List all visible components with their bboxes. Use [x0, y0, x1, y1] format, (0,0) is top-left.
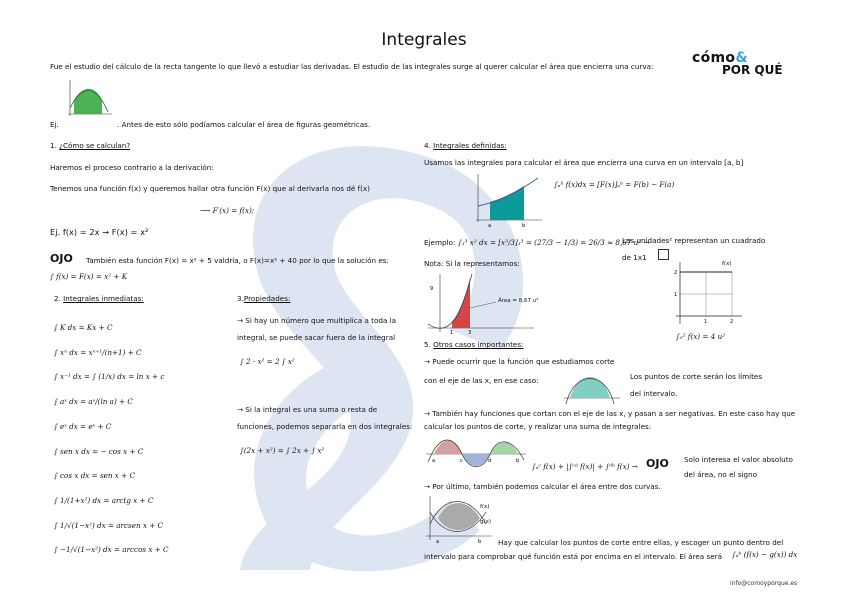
- formula-item: ∫ sen x dx = − cos x + C: [54, 446, 144, 456]
- section1-heading: [50, 141, 130, 150]
- parabola-chart: [562, 364, 622, 404]
- section2-title: Integrales inmediatas:: [63, 294, 144, 303]
- section4-heading: [424, 141, 507, 150]
- section1-title: ¿Cómo se calculan?: [59, 141, 131, 150]
- formula-item: ∫ 1/√(1−x²) dx = arcsen x + C: [54, 520, 164, 530]
- section3-heading: [237, 294, 290, 303]
- ej-text: . Antes de esto sólo podíamos calcular el área de figuras geométricas.: [117, 120, 371, 129]
- svg-text:b: b: [478, 539, 482, 544]
- section3-p2a: → Si la integral es una suma o resta de: [237, 405, 378, 414]
- section1-p3: ⟶ F′(x) = f(x);: [200, 206, 255, 215]
- area-label: Área = 8,67 u²: [498, 298, 539, 304]
- formula-item: ∫ aˣ dx = aˣ/(ln a) + C: [54, 397, 133, 407]
- section4-title: Integrales definidas:: [433, 141, 507, 150]
- section4-formula: ∫ₐᵇ f(x)dx = [F(x)]ₐᵇ = F(b) − F(a): [554, 180, 675, 189]
- section1-p1: Haremos el proceso contrario a la derivación:: [50, 163, 214, 172]
- svg-text:2: 2: [730, 319, 734, 325]
- logo-line2: POR QUÉ: [722, 63, 783, 77]
- page-title: Integrales: [381, 30, 467, 50]
- fx-label: f(x): [480, 504, 490, 510]
- footer-email: info@comoyporque.es: [730, 580, 798, 587]
- formula-list: [54, 316, 169, 563]
- section1-p6: ∫ f(x) = F(x) = x² + K: [50, 272, 128, 281]
- section5-p4b: intervalo para comprobar qué función está por encima en el intervalo. El área será: [424, 552, 723, 561]
- svg-text:1: 1: [674, 292, 678, 298]
- tick-x3: 3: [468, 330, 472, 336]
- section5-f4: ∫ₐᵇ (f(x) − g(x)) dx: [732, 550, 798, 559]
- section5-heading: [424, 340, 523, 349]
- gx-label: g(x): [480, 519, 492, 525]
- svg-text:1: 1: [704, 319, 708, 325]
- section5-number: 5.: [424, 340, 431, 349]
- definite-integral-chart: [472, 172, 544, 228]
- section5-p1a: → Puede ocurrir que la función que estudiamos corte: [424, 357, 615, 366]
- ejemplo-formula: ∫₁³ x² dx = [x³/3]₁³ = (27/3 − 1/3) = 26/3 ≈ 8,67 u² →: [458, 238, 650, 247]
- intro-area-chart: [62, 78, 114, 120]
- section3-p2b: funciones, podemos separarla en dos integrales:: [237, 422, 413, 431]
- nota-text: Nota: Si la representamos:: [424, 259, 520, 268]
- svg-text:b: b: [516, 458, 520, 464]
- section5-p3: → Por último, también podemos calcular el área entre dos curvas.: [424, 482, 661, 491]
- section5-p1c: Los puntos de corte serán los límites: [630, 372, 763, 381]
- example-area-chart: [424, 272, 539, 336]
- section1-number: 1.: [50, 141, 57, 150]
- small-integral-formula: ∫₀² f(x) = 4 u²: [676, 332, 726, 341]
- section5-p2c: Solo interesa el valor absoluto: [684, 455, 793, 464]
- unidades-line1: Las unidades² representan un cuadrado: [622, 236, 766, 245]
- section3-number: 3.: [237, 294, 244, 303]
- unidades-line2: de 1x1: [622, 253, 647, 262]
- ejemplo-label: Ejemplo:: [424, 238, 456, 247]
- logo-swirl-icon: &: [735, 50, 748, 66]
- sign-change-chart: [424, 432, 528, 472]
- formula-item: ∫ −1/√(1−x²) dx = arccos x + C: [54, 545, 169, 555]
- unit-grid-chart: [672, 258, 744, 328]
- formula-item: ∫ cos x dx = sen x + C: [54, 471, 135, 481]
- ojo-label-1: OJO: [50, 252, 73, 265]
- section5-f2: ∫ₐᶜ f(x) + |∫ᶜᵈ f(x)| + ∫ᵈᵇ f(x) →: [532, 462, 638, 471]
- formula-item: ∫ eˣ dx = eˣ + C: [54, 421, 112, 431]
- section3-f2: ∫(2x + x²) = ∫ 2x + ∫ x²: [240, 446, 325, 455]
- svg-text:a: a: [436, 539, 440, 544]
- formula-item: ∫ K dx = Kx + C: [54, 323, 113, 332]
- section5-p2a: → También hay funciones que cortan con el eje de las x, y pasan a ser negativas. En este caso hay que: [424, 409, 796, 418]
- svg-text:a: a: [432, 458, 436, 464]
- section2-heading: [54, 294, 144, 303]
- tick-b: b: [522, 223, 526, 228]
- section1-p2: Tenemos una función f(x) y queremos hallar otra función F(x) que al derivarla nos dé f(x): [50, 184, 370, 193]
- section3-p1b: integral, se puede sacar fuera de la integral: [237, 333, 396, 342]
- svg-text:c: c: [460, 458, 463, 464]
- section3-p1a: → Si hay un número que multiplica a toda la: [237, 316, 397, 325]
- ojo-label-2: OJO: [646, 457, 669, 470]
- section5-p2d: del área, no el signo: [684, 470, 758, 479]
- formula-item: ∫ xⁿ dx = xⁿ⁺¹/(n+1) + C: [54, 347, 142, 357]
- svg-text:2: 2: [674, 270, 678, 276]
- unit-square: [658, 249, 669, 260]
- logo-line1: cómo: [692, 50, 736, 66]
- formula-item: ∫ 1/(1+x²) dx = arctg x + C: [54, 495, 154, 505]
- section1-p5: También esta función F(x) = x² + 5 valdría, o F(x)=x² + 40 por lo que la solución es:: [86, 256, 389, 265]
- section3-title: Propiedades:: [243, 294, 291, 303]
- intro-text: Fue el estudio del cálculo de la recta tangente lo que llevó a estudiar las derivadas. El estudio de las integrales surge al querer calcular el área que encierra una curva:: [50, 62, 654, 71]
- section5-p1d: del intervalo.: [630, 389, 678, 398]
- ej-label: Ej.: [50, 120, 59, 129]
- section4-number: 4.: [424, 141, 431, 150]
- tick-a: a: [488, 223, 492, 228]
- tick-x1: 1: [450, 330, 454, 336]
- section1-p4: Ej. f(x) = 2x → F(x) = x²: [50, 227, 149, 237]
- section3-f1: ∫ 2 · x² = 2 ∫ x²: [240, 357, 295, 366]
- section5-p2b: calcular los puntos de corte, y realizar una suma de integrales:: [424, 422, 652, 431]
- section5-p1b: con el eje de las x, en ese caso:: [424, 376, 539, 385]
- tick-y9: 9: [430, 286, 434, 292]
- unit-fx-label: f(x): [722, 261, 732, 267]
- section4-p1: Usamos las integrales para calcular el área que encierra una curva en un intervalo [a, b]: [424, 158, 744, 167]
- section5-p4a: Hay que calcular los puntos de corte entre ellas, y escoger un punto dentro del: [498, 538, 784, 547]
- formula-item: ∫ x⁻¹ dx = ∫ (1/x) dx = ln x + c: [54, 372, 165, 382]
- svg-text:d: d: [488, 458, 492, 464]
- section5-title: Otros casos importantes:: [433, 340, 524, 349]
- section2-number: 2.: [54, 294, 61, 303]
